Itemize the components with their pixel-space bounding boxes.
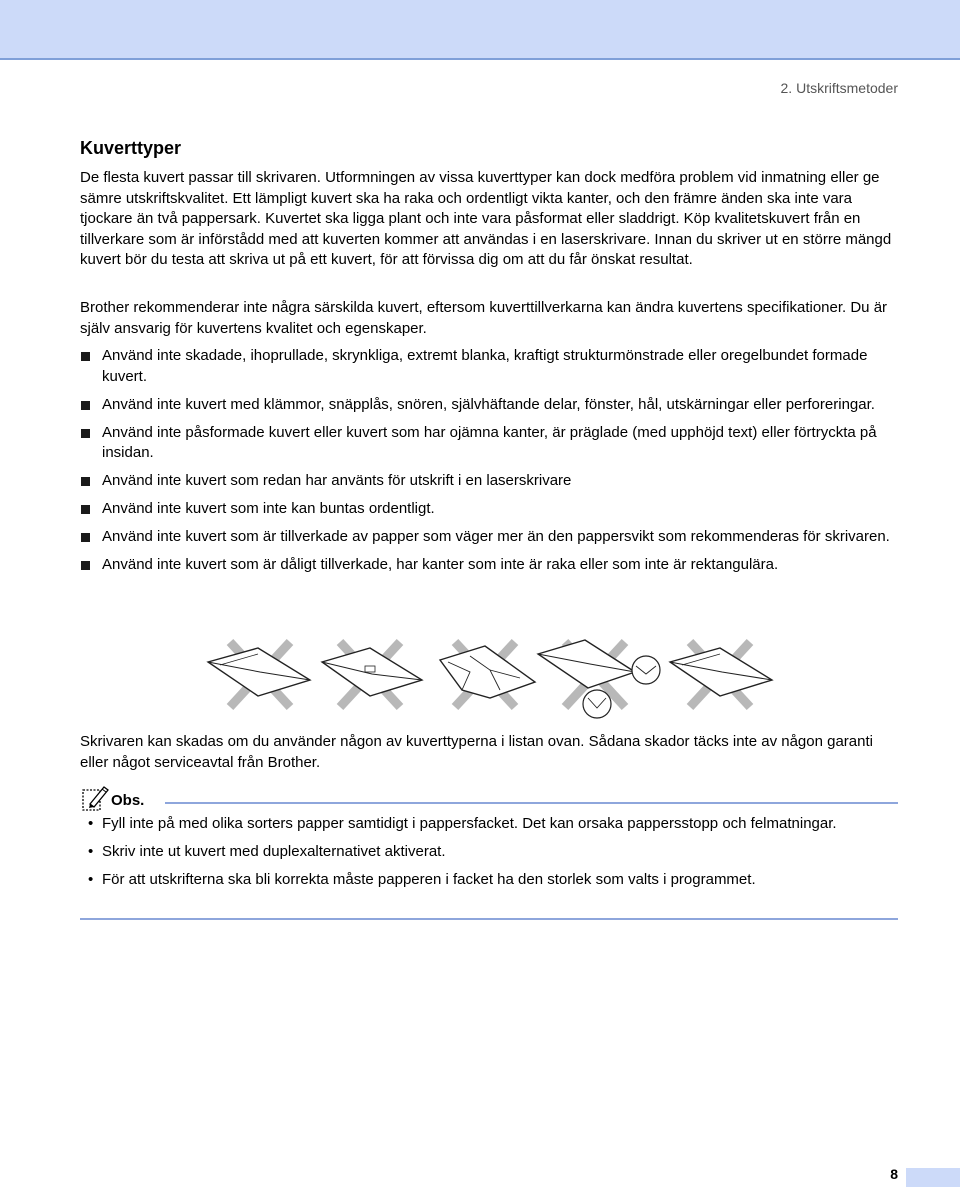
recommendation-paragraph: Brother rekommenderar inte några särskilda kuvert, eftersom kuverttillverkarna kan ändra kuvertens specifikationer. Du är själv ansvarig för kuvertens kvalitet och egenskaper. (80, 299, 888, 337)
list-item: • Skriv inte ut kuvert med duplexalternativet aktiverat. (80, 842, 898, 863)
bullet-dot-icon: • (88, 815, 94, 832)
list-item: Använd inte kuvert som inte kan buntas ordentligt. (80, 499, 898, 520)
square-bullet-icon (81, 401, 90, 410)
envelope-restrictions-list (80, 346, 898, 583)
list-item: Använd inte kuvert som är dåligt tillverkade, har kanter som inte är raka eller som inte är rektangulära. (80, 555, 898, 576)
page-tab (906, 1168, 960, 1187)
square-bullet-icon (81, 533, 90, 542)
list-item: Använd inte skadade, ihoprullade, skrynkliga, extremt blanka, kraftigt strukturmönstrade eller oregelbundet formade kuvert. (80, 346, 898, 387)
chapter-title: 2. Utskriftsmetoder (780, 80, 898, 96)
note-list (80, 814, 898, 898)
square-bullet-icon (81, 477, 90, 486)
damaged-envelope-crossed-icon (538, 640, 660, 718)
note-divider-top (165, 802, 898, 804)
damage-warning-paragraph: Skrivaren kan skadas om du använder någon av kuverttyperna i listan ovan. Sådana skador täcks inte av någon garanti eller något serviceavtal från Brother. (80, 733, 873, 771)
flat-envelope-crossed-icon (208, 642, 310, 707)
list-item: Använd inte kuvert som är tillverkade av papper som väger mer än den pappersvikt som rekommenderas för skrivaren. (80, 527, 898, 548)
square-bullet-icon (81, 505, 90, 514)
note-divider-bottom (80, 918, 898, 920)
bullet-dot-icon: • (88, 871, 94, 888)
intro-paragraph: De flesta kuvert passar till skrivaren. Utformningen av vissa kuverttyper kan dock medföra problem vid inmatning eller ge sämre utskriftskvalitet. Ett lämpligt kuvert ska ha raka och ordentligt vikta kanter, och den främre änden ska inte vara tjockare än två pappersark. Kuvertet ska ligga plant och inte vara påsformat eller sladdrigt. Köp kvalitetskuvert från en tillverkare som är införstådd med att kuverten kommer att användas i en laserskrivare. Innan du skriver ut en större mängd kuvert bör du testa att skriva ut på ett kuvert, för att förvissa dig om att du får önskat resultat. (80, 169, 892, 268)
list-item: • Fyll inte på med olika sorters papper samtidigt i pappersfacket. Det kan orsaka pappersstopp och felmatningar. (80, 814, 898, 835)
page-number: 8 (890, 1166, 898, 1182)
clasp-envelope-crossed-icon (322, 642, 422, 707)
square-bullet-icon (81, 429, 90, 438)
list-item: Använd inte påsformade kuvert eller kuvert som har ojämna kanter, är präglade (med upphöjd text) eller förtryckta på insidan. (80, 423, 898, 464)
list-item: Använd inte kuvert med klämmor, snäpplås, snören, självhäftande delar, fönster, hål, utskärningar eller perforeringar. (80, 395, 898, 416)
square-bullet-icon (81, 352, 90, 361)
section-heading: Kuverttyper (80, 138, 182, 158)
bad-envelopes-illustration (200, 632, 800, 722)
bullet-dot-icon: • (88, 843, 94, 860)
note-title: Obs. (111, 792, 145, 809)
irregular-envelope-crossed-icon (670, 642, 772, 707)
list-item: • För att utskrifterna ska bli korrekta måste papperen i facket ha den storlek som valts i programmet. (80, 870, 898, 891)
crumpled-envelope-crossed-icon (440, 642, 535, 707)
pencil-note-icon (80, 784, 110, 812)
square-bullet-icon (81, 561, 90, 570)
list-item: Använd inte kuvert som redan har använts för utskrift i en laserskrivare (80, 471, 898, 492)
header-band (0, 0, 960, 60)
